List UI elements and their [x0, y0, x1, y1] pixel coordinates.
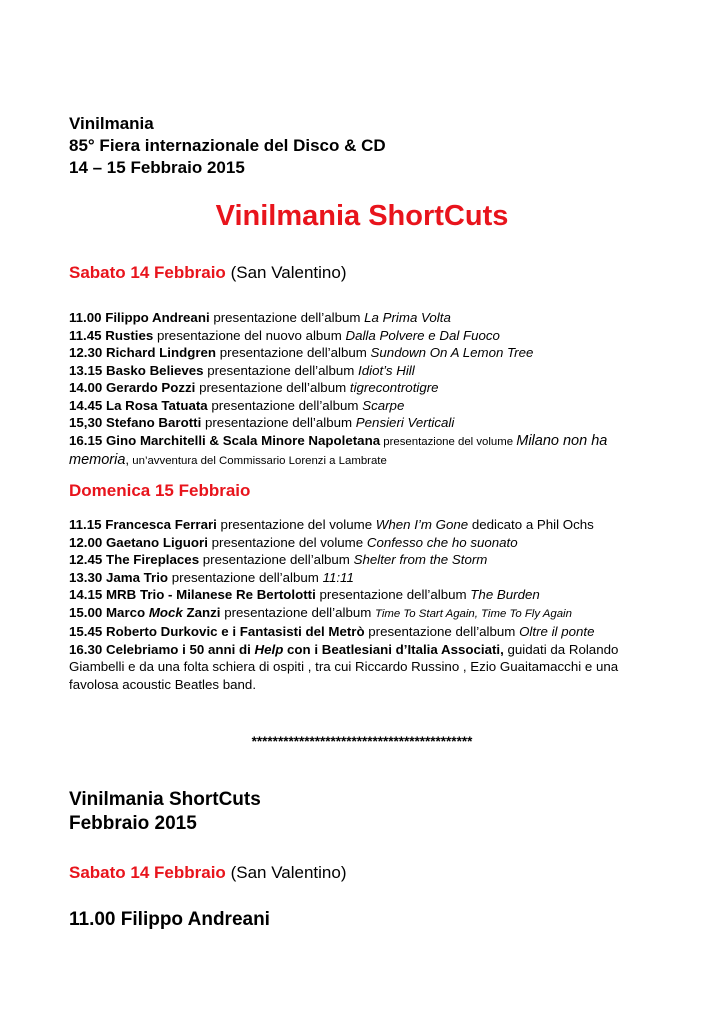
sunday-heading [69, 480, 250, 502]
list-item [69, 516, 669, 534]
separator: ****************************************** [251, 734, 473, 749]
item-desc: presentazione dell’album [220, 604, 376, 620]
item-desc: presentazione dell’album [216, 345, 371, 360]
item-work: Time To Start Again, Time To Fly Again [375, 607, 572, 620]
item-work: Dalla Polvere e Dal Fuoco [345, 327, 500, 343]
item-work: La Prima Volta [364, 310, 451, 325]
item-name: 13.30 Jama Trio [69, 569, 169, 585]
list-item [69, 432, 669, 471]
item-tail: guidati da Rolando Giambelli e da una folta schiera di ospiti , tra cui Riccardo Russino , Ezio Guaitamacchi e una favolosa acoustic Beatles band. [69, 641, 619, 692]
item-desc: presentazione dell’album [209, 310, 365, 325]
item-name-post: con i Beatlesiani d’Italia Associati, [283, 641, 504, 657]
item-name-pre: 16.30 Celebriamo i 50 anni di [69, 641, 255, 657]
page-title: Vinilmania ShortCuts [215, 200, 509, 232]
list-item [69, 623, 669, 641]
item-work: Help [254, 641, 284, 657]
footer-entry: 11.00 Filippo Andreani [69, 909, 270, 930]
item-tail: dedicato a Phil Ochs [468, 517, 594, 532]
list-item [69, 379, 669, 397]
item-name: 14.45 La Rosa Tatuata [69, 397, 208, 413]
footer-subtitle: Febbraio 2015 [69, 813, 197, 834]
item-name: 12.30 Richard Lindgren [69, 345, 217, 360]
list-item [69, 362, 669, 380]
item-name-nick: Mock [148, 604, 183, 620]
footer-day-heading [69, 862, 346, 884]
list-item [69, 641, 669, 694]
sunday-day: Domenica 15 Febbraio [69, 481, 251, 500]
list-item [69, 569, 669, 587]
item-comma: , [125, 452, 130, 467]
item-tail: un’avventura del Commissario Lorenzi a Lambrate [129, 455, 387, 467]
item-desc: presentazione dell’album [168, 569, 323, 585]
item-desc: presentazione dell’album [199, 552, 354, 567]
item-work: Scarpe [362, 397, 405, 413]
item-desc: presentazione dell’album [315, 587, 471, 602]
item-name: 12.00 Gaetano Liguori [69, 534, 208, 550]
saturday-heading [69, 262, 346, 284]
item-work: Confesso che ho suonato [366, 534, 518, 550]
item-name: 11.45 Rusties [69, 327, 154, 343]
item-work: tigrecontrotigre [349, 380, 439, 395]
item-desc: presentazione dell’album [364, 624, 520, 639]
list-item [69, 534, 669, 552]
item-name: 12.45 The Fireplaces [69, 552, 200, 567]
item-desc: presentazione del nuovo album [153, 327, 346, 343]
event-name: Vinilmania [69, 114, 154, 133]
item-work: 11:11 [322, 569, 354, 585]
item-desc: presentazione del volume [216, 517, 376, 532]
footer-title: Vinilmania ShortCuts [69, 789, 261, 810]
item-work: Milano non ha memoria [69, 432, 608, 468]
item-desc: presentazione dell’album [207, 397, 363, 413]
event-dates: 14 – 15 Febbraio 2015 [69, 158, 245, 177]
list-item [69, 586, 669, 604]
footer-day-note: (San Valentino) [230, 863, 347, 882]
item-work: Oltre il ponte [519, 624, 595, 639]
item-name: 14.00 Gerardo Pozzi [69, 380, 196, 395]
item-work: The Burden [470, 587, 540, 602]
item-name: 11.15 Francesca Ferrari [69, 517, 217, 532]
list-item [69, 344, 669, 362]
item-desc: presentazione dell’album [195, 380, 350, 395]
list-item [69, 551, 669, 569]
item-name-post: Zanzi [182, 604, 221, 620]
item-desc: presentazione dell’album [201, 415, 356, 430]
list-item [69, 414, 669, 432]
item-work: Pensieri Verticali [355, 415, 455, 430]
item-name: 15.45 Roberto Durkovic e i Fantasisti del Metrò [69, 624, 365, 639]
item-work: Idiot’s Hill [358, 362, 415, 378]
list-item [69, 327, 669, 345]
item-name: 11.00 Filippo Andreani [69, 310, 210, 325]
item-desc: presentazione dell’album [203, 362, 359, 378]
saturday-schedule [69, 309, 669, 471]
list-item [69, 397, 669, 415]
item-work: Shelter from the Storm [353, 552, 488, 567]
item-desc: presentazione del volume [207, 534, 367, 550]
list-item [69, 309, 669, 327]
saturday-day: Sabato 14 Febbraio [69, 263, 226, 282]
sunday-schedule [69, 516, 669, 693]
item-desc: presentazione del volume [380, 435, 517, 448]
list-item [69, 604, 669, 624]
footer-day: Sabato 14 Febbraio [69, 863, 226, 882]
item-name: 14.15 MRB Trio - Milanese Re Bertolotti [69, 587, 316, 602]
item-name: 15,30 Stefano Barotti [69, 415, 202, 430]
event-subtitle: 85° Fiera internazionale del Disco & CD [69, 136, 386, 155]
item-name: 13.15 Basko Believes [69, 362, 204, 378]
saturday-note: (San Valentino) [230, 263, 347, 282]
item-work: When I’m Gone [375, 517, 469, 532]
item-name: 16.15 Gino Marchitelli & Scala Minore Napoletana [69, 432, 381, 448]
item-work: Sundown On A Lemon Tree [370, 345, 534, 360]
item-name-pre: 15.00 Marco [69, 604, 149, 620]
